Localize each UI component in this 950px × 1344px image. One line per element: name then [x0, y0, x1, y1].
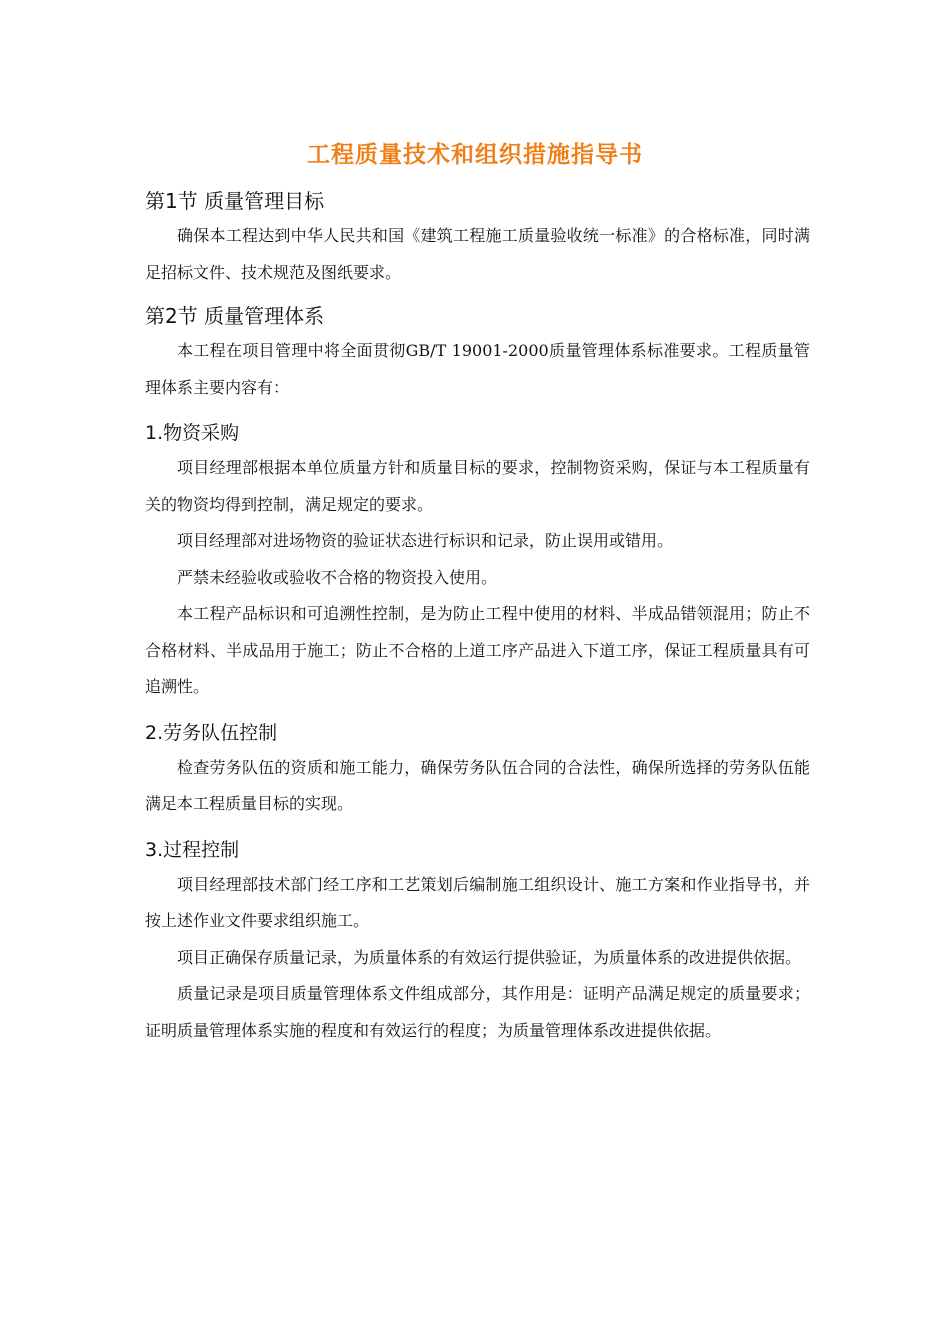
paragraph: 检查劳务队伍的资质和施工能力，确保劳务队伍合同的合法性，确保所选择的劳务队伍能满足本工程质量目标的实现。	[145, 757, 810, 813]
paragraph: 本工程在项目管理中将全面贯彻GB/T 19001-2000质量管理体系标准要求。工程质量管理体系主要内容有：	[145, 341, 810, 397]
paragraph: 确保本工程达到中华人民共和国《建筑工程施工质量验收统一标准》的合格标准，同时满足招标文件、技术规范及图纸要求。	[145, 226, 810, 282]
subsection-heading-material-procurement: 1.物资采购	[145, 422, 240, 444]
subsection-heading-labor-control: 2.劳务队伍控制	[145, 721, 278, 744]
paragraph: 严禁未经验收或验收不合格的物资投入使用。	[177, 567, 498, 587]
paragraph: 项目经理部对进场物资的验证状态进行标识和记录，防止误用或错用。	[177, 531, 674, 550]
section-heading-quality-system: 第2节 质量管理体系	[145, 304, 325, 328]
document-body	[145, 184, 810, 1049]
subsection-heading-process-control: 3.过程控制	[145, 838, 240, 861]
document-title: 工程质量技术和组织措施指导书	[307, 141, 643, 168]
paragraph: 质量记录是项目质量管理体系文件组成部分，其作用是：证明产品满足规定的质量要求；证明质量管理体系实施的程度和有效运行的程度；为质量管理体系改进提供依据。	[145, 984, 810, 1040]
paragraph: 本工程产品标识和可追溯性控制，是为防止工程中使用的材料、半成品错领混用；防止不合格材料、半成品用于施工；防止不合格的上道工序产品进入下道工序，保证工程质量具有可追溯性。	[145, 604, 810, 696]
paragraph: 项目经理部技术部门经工序和工艺策划后编制施工组织设计、施工方案和作业指导书，并按上述作业文件要求组织施工。	[145, 874, 810, 930]
section-heading-quality-goal: 第1节 质量管理目标	[145, 189, 325, 213]
paragraph: 项目经理部根据本单位质量方针和质量目标的要求，控制物资采购，保证与本工程质量有关的物资均得到控制，满足规定的要求。	[145, 458, 810, 514]
paragraph: 项目正确保存质量记录，为质量体系的有效运行提供验证，为质量体系的改进提供依据。	[177, 947, 802, 967]
